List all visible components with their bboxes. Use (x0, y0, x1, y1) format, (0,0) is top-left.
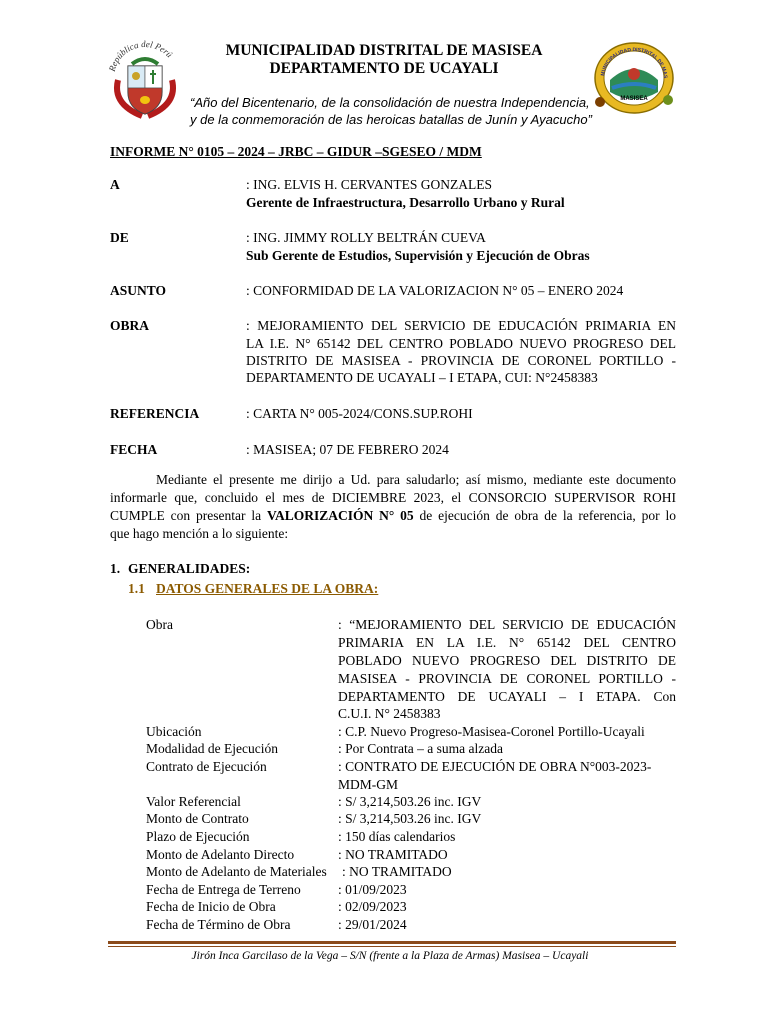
adelanto-directo-value: : NO TRAMITADO (338, 847, 448, 862)
body-line-4: que hago mención a lo siguiente: (110, 526, 289, 541)
contrato-value-cont: MDM-GM (338, 777, 399, 792)
footer-divider (108, 941, 676, 944)
monto-label: Monto de Contrato (146, 811, 249, 826)
work-label: OBRA (110, 318, 150, 333)
body-line-2: informarle que, concluido el mes de DICIEMBRE 2023, el CONSORCIO SUPERVISOR ROHI (110, 490, 676, 505)
report-number: INFORME N° 0105 – 2024 – JRBC – GIDUR –SGESEO / MDM (110, 144, 482, 159)
subject: : CONFORMIDAD DE LA VALORIZACION N° 05 – ENERO 2024 (246, 283, 624, 298)
body-line-1: Mediante el presente me dirijo a Ud. para saludarlo; así mismo, mediante este documento (156, 472, 676, 487)
plazo-label: Plazo de Ejecución (146, 829, 250, 844)
valor-value: : S/ 3,214,503.26 inc. IGV (338, 794, 482, 809)
section-number: 1. (110, 561, 121, 576)
from-label: DE (110, 230, 129, 245)
from-name: : ING. JIMMY ROLLY BELTRÁN CUEVA (246, 230, 486, 245)
reference: : CARTA N° 005-2024/CONS.SUP.ROHI (246, 406, 473, 421)
adelanto-directo-label: Monto de Adelanto Directo (146, 847, 295, 862)
date-label: FECHA (110, 442, 158, 457)
footer-address: Jirón Inca Garcilaso de la Vega – S/N (frente a la Plaza de Armas) Masisea – Ucayali (191, 950, 589, 962)
seal-arc-text: MUNICIPALIDAD DISTRITAL DE MAS (600, 46, 669, 79)
termino-label: Fecha de Término de Obra (146, 917, 291, 932)
body-line-3-end: de ejecución de obra de la referencia, por lo (413, 508, 677, 523)
year-motto-line1: “Año del Bicentenario, de la consolidación de nuestra Independencia, (190, 95, 590, 110)
seal-text: República del Perú (106, 38, 175, 73)
reference-label: REFERENCIA (110, 406, 200, 421)
department-title: DEPARTAMENTO DE UCAYALI (269, 60, 499, 77)
work-line: : MEJORAMIENTO DEL SERVICIO DE EDUCACIÓN PRIMARIA EN (246, 318, 676, 333)
ubicacion-label: Ubicación (146, 724, 202, 739)
adelanto-materiales-value: : NO TRAMITADO (342, 864, 452, 879)
subsection-number: 1.1 (128, 581, 145, 596)
contrato-label: Contrato de Ejecución (146, 759, 267, 774)
monto-value: : S/ 3,214,503.26 inc. IGV (338, 811, 482, 826)
termino-value: : 29/01/2024 (338, 917, 407, 932)
valorization-number: VALORIZACIÓN N° 05 (266, 508, 414, 523)
obra-line: PRIMARIA EN LA I.E. N° 65142 DEL CENTRO (338, 635, 676, 650)
date: : MASISEA; 07 DE FEBRERO 2024 (246, 442, 449, 457)
obra-line: C.U.I. N° 2458383 (338, 706, 441, 721)
adelanto-materiales-label: Monto de Adelanto de Materiales (146, 864, 327, 879)
to-name: : ING. ELVIS H. CERVANTES GONZALES (246, 177, 493, 192)
entrega-label: Fecha de Entrega de Terreno (146, 882, 301, 897)
modalidad-value: : Por Contrata – a suma alzada (338, 741, 503, 756)
body-line-3-start: CUMPLE con presentar la (110, 508, 267, 523)
modalidad-label: Modalidad de Ejecución (146, 741, 278, 756)
valor-label: Valor Referencial (146, 794, 241, 809)
plazo-value: : 150 días calendarios (338, 829, 456, 844)
seal-label: MASISEA (620, 96, 648, 102)
work-line: LA I.E. N° 65142 DEL CENTRO POBLADO NUEVO PROGRESO DEL (246, 336, 676, 351)
inicio-value: : 02/09/2023 (338, 899, 407, 914)
entrega-value: : 01/09/2023 (338, 882, 407, 897)
year-motto-line2: y de la conmemoración de las heroicas batallas de Junín y Ayacucho” (190, 112, 592, 127)
obra-line: POBLADO NUEVO PROGRESO DEL DISTRITO DE (338, 653, 676, 668)
obra-line: : “MEJORAMIENTO DEL SERVICIO DE EDUCACIÓN (338, 617, 676, 632)
work-line: DISTRITO DE MASISEA - PROVINCIA DE CORONEL PORTILLO - (246, 353, 676, 368)
work-line: DEPARTAMENTO DE UCAYALI – I ETAPA, CUI: N°2458383 (246, 370, 598, 385)
obra-label: Obra (146, 617, 173, 632)
obra-line: DEPARTAMENTO DE UCAYALI – I ETAPA. Con (338, 689, 676, 704)
to-label: A (110, 177, 120, 192)
footer-divider-thin (108, 946, 676, 947)
contrato-value: : CONTRATO DE EJECUCIÓN DE OBRA N°003-2023- (338, 759, 652, 774)
obra-line: MASISEA - PROVINCIA DE CORONEL PORTILLO - (338, 671, 676, 686)
municipality-title: MUNICIPALIDAD DISTRITAL DE MASISEA (225, 42, 543, 59)
section-title: GENERALIDADES: (128, 561, 251, 576)
ubicacion-value: : C.P. Nuevo Progreso-Masisea-Coronel Portillo-Ucayali (338, 724, 645, 739)
inicio-label: Fecha de Inicio de Obra (146, 899, 276, 914)
to-role: Gerente de Infraestructura, Desarrollo Urbano y Rural (246, 195, 565, 210)
subsection-title: DATOS GENERALES DE LA OBRA: (156, 581, 379, 596)
from-role: Sub Gerente de Estudios, Supervisión y Ejecución de Obras (246, 248, 590, 263)
body-line-3 (110, 507, 676, 525)
subject-label: ASUNTO (110, 283, 167, 298)
